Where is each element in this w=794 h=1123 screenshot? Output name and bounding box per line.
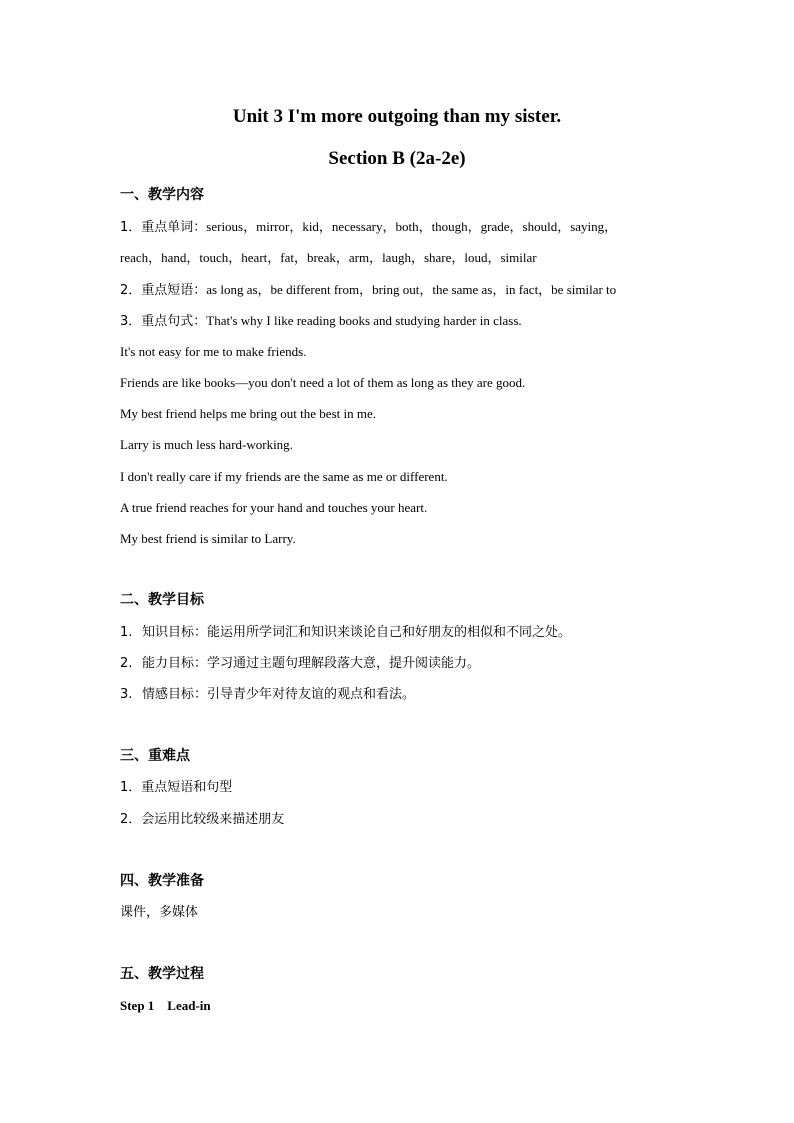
key-point-item: 1．重点短语和句型 bbox=[120, 780, 233, 795]
vocab-words-1: serious，mirror，kid，necessary，both，though，grade，should，saying， bbox=[206, 219, 618, 234]
key-point-item: 2．会运用比较级来描述朋友 bbox=[120, 812, 285, 827]
goal-text: 能力目标：学习通过主题句理解段落大意，提升阅读能力。 bbox=[142, 656, 481, 671]
sentence-line: I don't really care if my friends are the same as me or different. bbox=[120, 469, 448, 484]
vocab-line-2: reach，hand，touch，heart，fat，break，arm，laugh，share，loud，similar bbox=[120, 250, 537, 265]
section-heading-teaching-process: 五、教学过程 bbox=[120, 966, 204, 982]
sentence-first: That's why I like reading books and studying harder in class. bbox=[206, 313, 522, 328]
phrases-text: as long as，be different from，bring out，the same as，in fact，be similar to bbox=[206, 282, 617, 297]
goal-number: 1. bbox=[120, 625, 133, 640]
section-heading-teaching-content: 一、教学内容 bbox=[120, 187, 204, 203]
sentence-line: A true friend reaches for your hand and touches your heart. bbox=[120, 500, 428, 515]
goal-item bbox=[120, 625, 571, 641]
section-heading-preparation: 四、教学准备 bbox=[120, 873, 204, 889]
step-1-heading: Step 1 Lead-in bbox=[120, 998, 211, 1013]
sentence-line: It's not easy for me to make friends. bbox=[120, 344, 307, 359]
section-heading-key-points: 三、重难点 bbox=[120, 748, 190, 764]
goal-item bbox=[120, 687, 415, 703]
sentences-prefix: 3．重点句式： bbox=[120, 314, 207, 329]
vocab-prefix: 1．重点单词： bbox=[120, 220, 207, 235]
document-title: Unit 3 I'm more outgoing than my sister. bbox=[232, 106, 562, 127]
document-subtitle: Section B (2a-2e) bbox=[328, 148, 466, 169]
goal-number: 3. bbox=[120, 687, 133, 702]
goal-number: 2. bbox=[120, 656, 133, 671]
vocab-line-1 bbox=[120, 219, 617, 236]
goal-text: 知识目标：能运用所学词汇和知识来谈论自己和好朋友的相似和不同之处。 bbox=[142, 625, 572, 640]
section-heading-teaching-goals: 二、教学目标 bbox=[120, 592, 204, 608]
sentence-line: Larry is much less hard-working. bbox=[120, 437, 293, 452]
phrases-line bbox=[120, 282, 616, 299]
sentence-line: My best friend helps me bring out the best in me. bbox=[120, 406, 376, 421]
preparation-text: 课件，多媒体 bbox=[120, 905, 199, 920]
sentence-line: Friends are like books—you don't need a lot of them as long as they are good. bbox=[120, 375, 526, 390]
phrases-prefix: 2．重点短语： bbox=[120, 283, 207, 298]
goal-text: 情感目标：引导青少年对待友谊的观点和看法。 bbox=[142, 687, 416, 702]
sentences-line bbox=[120, 313, 522, 330]
goal-item bbox=[120, 656, 480, 672]
sentence-line: My best friend is similar to Larry. bbox=[120, 531, 296, 546]
